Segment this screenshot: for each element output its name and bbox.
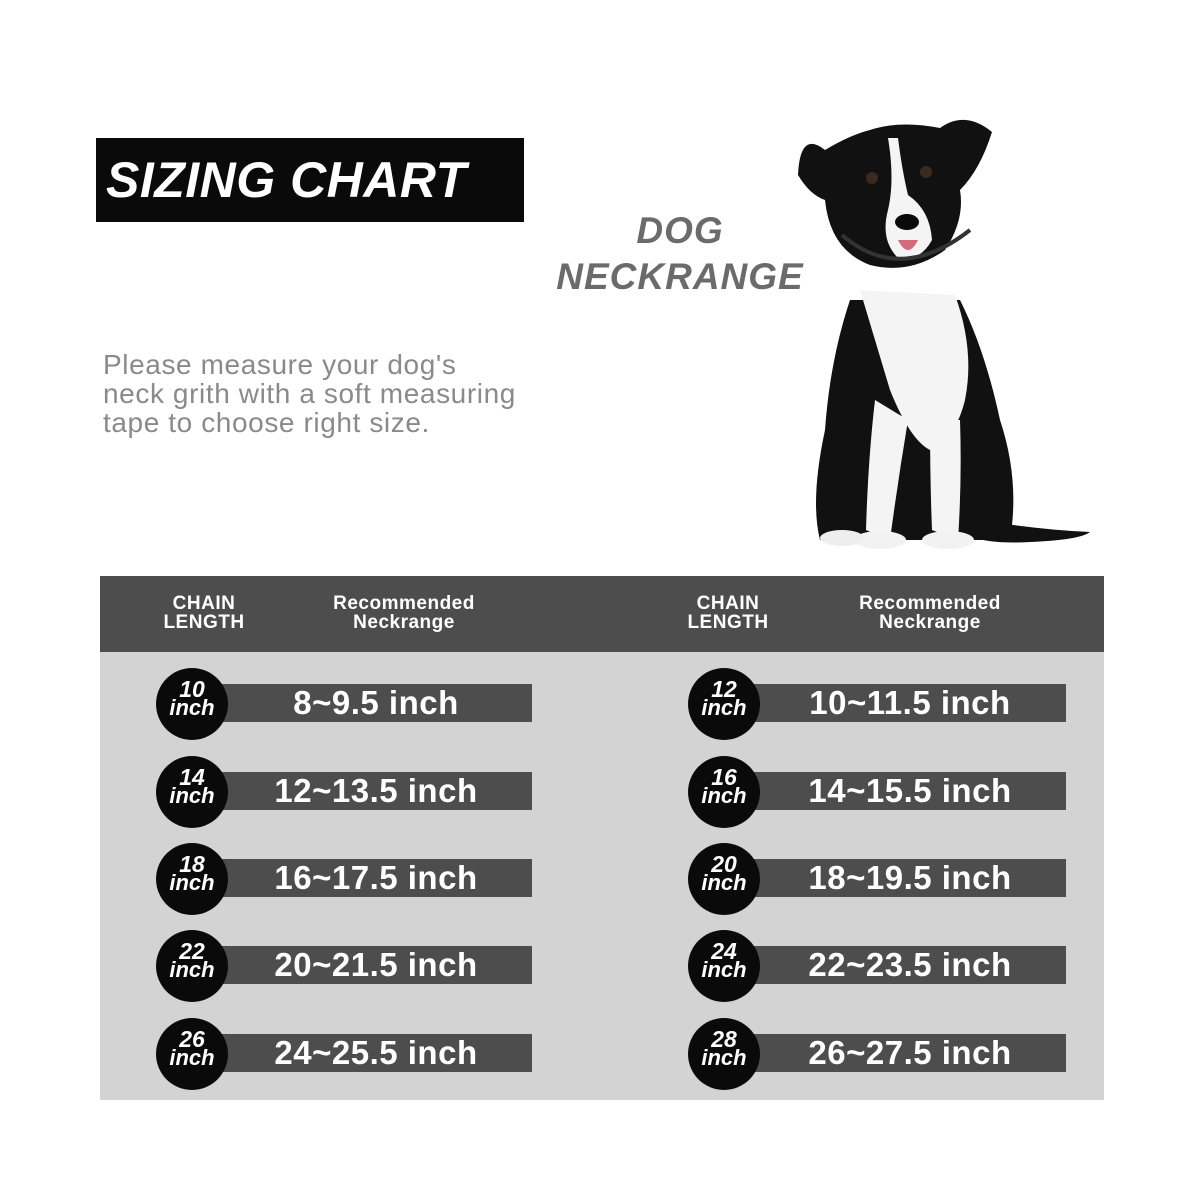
header-chain-length [144, 594, 264, 632]
chain-unit: inch [169, 695, 215, 720]
chain-size-badge [688, 756, 760, 828]
sizing-table [100, 576, 1104, 1100]
header-recommended [304, 594, 504, 632]
chain-size-badge [688, 668, 760, 740]
chain-unit: inch [169, 783, 215, 808]
chain-size-badge [688, 930, 760, 1002]
neckrange-value: 18~19.5 inch [754, 859, 1066, 897]
dog-illustration [780, 100, 1120, 560]
neckrange-value: 22~23.5 inch [754, 946, 1066, 984]
chain-size: 20 [711, 851, 737, 877]
chain-size: 26 [179, 1026, 205, 1052]
title-banner [96, 138, 524, 222]
header-text: CHAIN [696, 593, 760, 614]
chain-unit: inch [701, 870, 747, 895]
chain-size: 24 [711, 938, 737, 964]
chain-size: 10 [179, 676, 205, 702]
chain-size-badge [156, 930, 228, 1002]
chain-unit: inch [169, 957, 215, 982]
neckrange-value: 20~21.5 inch [220, 946, 532, 984]
chain-unit: inch [169, 1045, 215, 1070]
chain-unit: inch [701, 1045, 747, 1070]
chain-size: 28 [711, 1026, 737, 1052]
chain-unit: inch [701, 695, 747, 720]
header-text: Recommended [333, 593, 475, 614]
neck-label-line: DOG [636, 210, 724, 251]
neckrange-value: 26~27.5 inch [754, 1034, 1066, 1072]
chain-size: 16 [711, 764, 737, 790]
header-recommended [830, 594, 1030, 632]
chain-size: 12 [711, 676, 737, 702]
header-text: LENGTH [687, 612, 769, 633]
chain-unit: inch [701, 783, 747, 808]
instruction-line: tape to choose right size. [103, 407, 430, 438]
chain-size-badge [688, 843, 760, 915]
header-text: CHAIN [172, 593, 236, 614]
instruction-line: neck grith with a soft measuring [103, 378, 516, 409]
neck-label-line: NECKRANGE [556, 256, 804, 297]
chain-size-badge [156, 756, 228, 828]
chain-size-badge [156, 1018, 228, 1090]
header-text: Recommended [859, 593, 1001, 614]
chain-unit: inch [701, 957, 747, 982]
header-text: Neckrange [353, 612, 455, 633]
header-text: Neckrange [879, 612, 981, 633]
chain-size: 18 [179, 851, 205, 877]
neckrange-value: 14~15.5 inch [754, 772, 1066, 810]
table-header [100, 576, 1104, 652]
chain-size-badge [156, 843, 228, 915]
chain-size-badge [156, 668, 228, 740]
chain-unit: inch [169, 870, 215, 895]
header-chain-length [668, 594, 788, 632]
neckrange-value: 24~25.5 inch [220, 1034, 532, 1072]
page-title: SIZING CHART [106, 152, 467, 208]
chain-size: 22 [179, 938, 205, 964]
instruction-line: Please measure your dog's [103, 349, 457, 380]
measure-instructions [103, 350, 603, 437]
chain-size: 14 [179, 764, 205, 790]
neckrange-value: 12~13.5 inch [220, 772, 532, 810]
neckrange-value: 10~11.5 inch [754, 684, 1066, 722]
header-text: LENGTH [163, 612, 245, 633]
neckrange-value: 8~9.5 inch [220, 684, 532, 722]
chain-size-badge [688, 1018, 760, 1090]
neckrange-value: 16~17.5 inch [220, 859, 532, 897]
